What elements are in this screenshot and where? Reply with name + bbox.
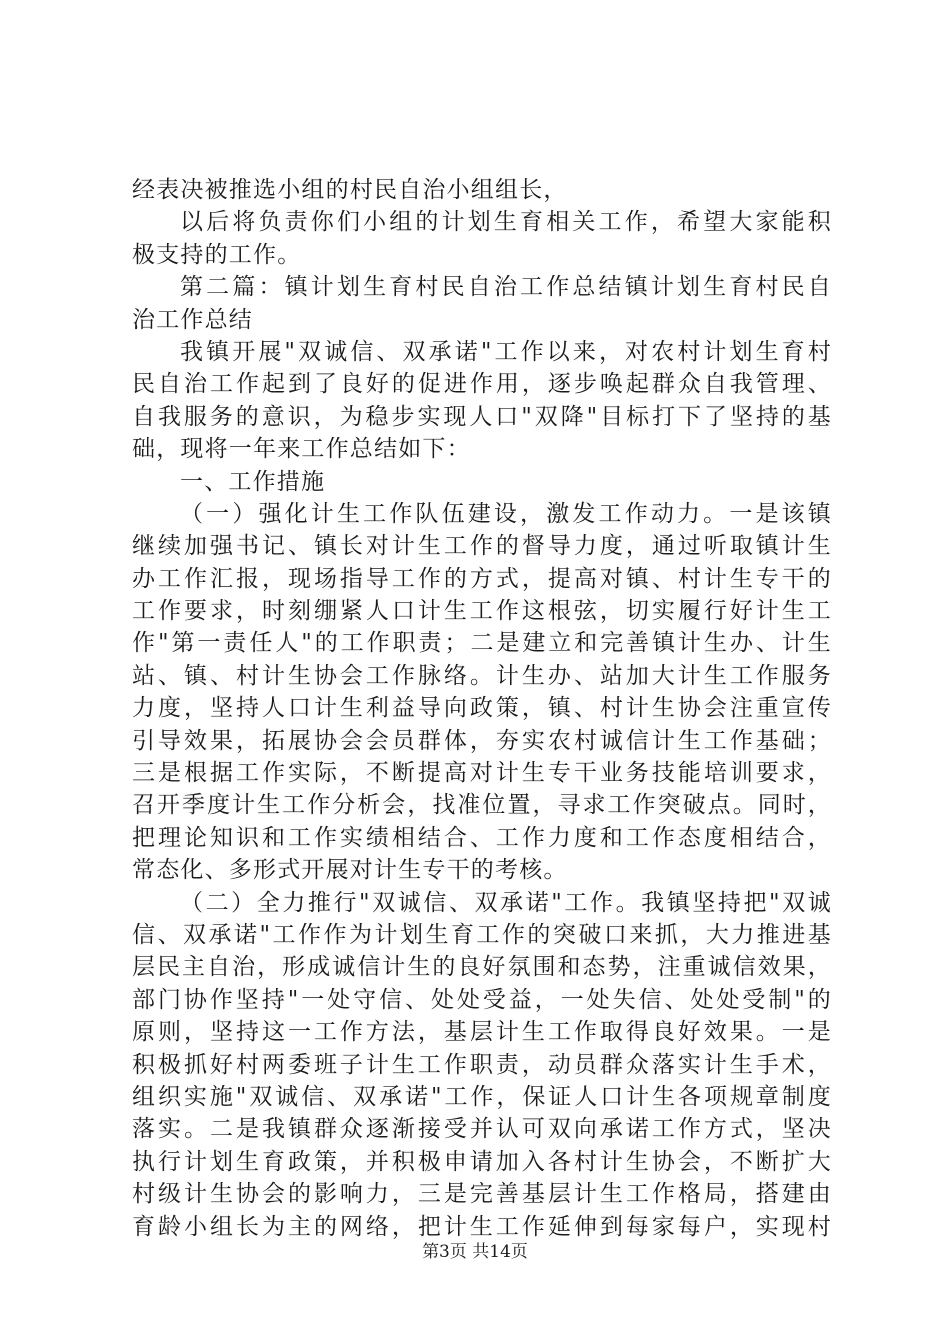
text-line: 作"第一责任人"的工作职责；二是建立和完善镇计生办、计生 [132, 630, 832, 657]
text-line: 力度，坚持人口计生利益导向政策，镇、村计生协会注重宣传 [132, 695, 832, 722]
text-line: 工作要求，时刻绷紧人口计生工作这根弦，切实履行好计生工 [132, 598, 832, 625]
text-line: （二）全力推行"双诚信、双承诺"工作。我镇坚持把"双诚 [180, 889, 832, 916]
text-line: 信、双承诺"工作作为计划生育工作的突破口来抓，大力推进基 [132, 921, 832, 948]
text-line: 我镇开展"双诚信、双承诺"工作以来，对农村计划生育村 [180, 338, 832, 365]
text-line: 办工作汇报，现场指导工作的方式，提高对镇、村计生专干的 [132, 565, 832, 592]
text-line: 自我服务的意识，为稳步实现人口"双降"目标打下了坚持的基 [132, 403, 832, 430]
subsection-heading: 一、工作措施 [180, 468, 326, 495]
text-line: 把理论知识和工作实绩相结合、工作力度和工作态度相结合， [132, 824, 832, 851]
section-heading: 治工作总结 [132, 306, 253, 333]
text-line: 极支持的工作。 [132, 241, 302, 268]
text-line: 站、镇、村计生协会工作脉络。计生办、站加大计生工作服务 [132, 662, 832, 689]
text-line: （一）强化计生工作队伍建设，激发工作动力。一是该镇 [180, 500, 832, 527]
text-line: 村级计生协会的影响力，三是完善基层计生工作格局，搭建由 [132, 1181, 832, 1208]
text-line: 继续加强书记、镇长对计生工作的督导力度，通过听取镇计生 [132, 533, 832, 560]
text-line: 召开季度计生工作分析会，找准位置，寻求工作突破点。同时， [132, 792, 832, 819]
text-line: 三是根据工作实际，不断提高对计生专干业务技能培训要求， [132, 760, 832, 787]
text-line: 常态化、多形式开展对计生专干的考核。 [132, 857, 568, 884]
text-line: 以后将负责你们小组的计划生育相关工作，希望大家能积 [180, 209, 832, 236]
text-line: 民自治工作起到了良好的促进作用，逐步唤起群众自我管理、 [132, 371, 832, 398]
text-line: 部门协作坚持"一处守信、处处受益，一处失信、处处受制"的 [132, 986, 832, 1013]
document-body [132, 174, 832, 1243]
text-line: 组织实施"双诚信、双承诺"工作，保证人口计生各项规章制度 [132, 1083, 832, 1110]
text-line: 原则，坚持这一工作方法，基层计生工作取得良好效果。一是 [132, 1019, 832, 1046]
page-number-footer: 第3页 共14页 [422, 1242, 528, 1262]
text-line: 育龄小组长为主的网络，把计生工作延伸到每家每户，实现村 [132, 1213, 832, 1240]
text-line: 经表决被推选小组的村民自治小组组长， [132, 177, 568, 203]
text-line: 层民主自治，形成诚信计生的良好氛围和态势，注重诚信效果， [132, 954, 832, 981]
text-line: 执行计划生育政策，并积极申请加入各村计生协会，不断扩大 [132, 1148, 832, 1175]
text-line: 引导效果，拓展协会会员群体，夯实农村诚信计生工作基础； [132, 727, 832, 754]
text-line: 础，现将一年来工作总结如下： [132, 436, 471, 463]
text-line: 落实。二是我镇群众逐渐接受并认可双向承诺工作方式，坚决 [132, 1116, 832, 1143]
text-line: 积极抓好村两委班子计生工作职责，动员群众落实计生手术， [132, 1051, 832, 1078]
section-heading: 第二篇：镇计划生育村民自治工作总结镇计划生育村民自 [180, 274, 832, 301]
